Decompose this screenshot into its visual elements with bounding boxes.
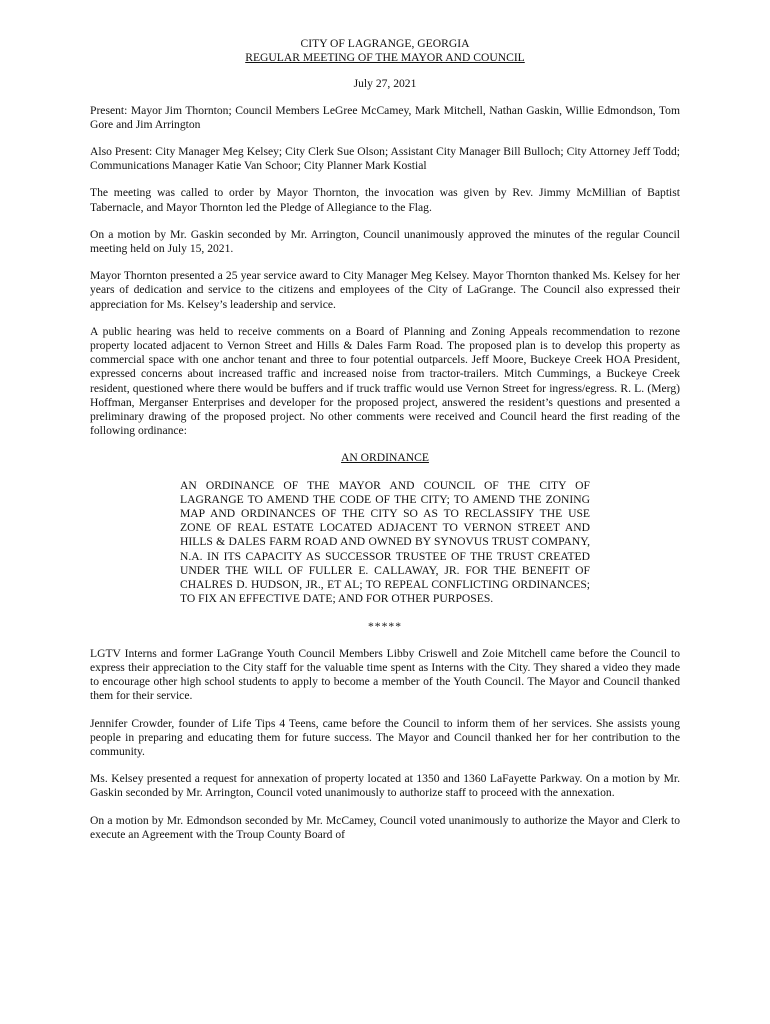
ordinance-heading: AN ORDINANCE — [341, 451, 429, 465]
present-paragraph: Present: Mayor Jim Thornton; Council Members LeGree McCamey, Mark Mitchell, Nathan Gaskin, Willie Edmondson, Tom Gore and Jim Arrington — [90, 103, 680, 131]
meeting-date: July 27, 2021 — [353, 77, 417, 91]
interns-paragraph: LGTV Interns and former LaGrange Youth Council Members Libby Criswell and Zoie Mitchell came before the Council to express their appreciation to the City staff for the valuable time spent as Interns with the City. They shared a video they made to encourage other high school students to apply to become a member of the Youth Council. The Mayor and Council thanked them for their service. — [90, 646, 680, 703]
section-separator: ***** — [368, 619, 402, 633]
service-award-paragraph: Mayor Thornton presented a 25 year service award to City Manager Meg Kelsey. Mayor Thornton thanked Ms. Kelsey for her years of dedication and service to the citizens and employees of the City of LaGrange. The Council also expressed their appreciation for Ms. Kelsey’s leadership and service. — [90, 269, 680, 311]
also-present-paragraph: Also Present: City Manager Meg Kelsey; City Clerk Sue Olson; Assistant City Manager Bill Bulloch; City Attorney Jeff Todd; Communications Manager Katie Van Schoor; City Planner Mark Kostial — [90, 145, 680, 173]
ordinance-body: AN ORDINANCE OF THE MAYOR AND COUNCIL OF THE CITY OF LAGRANGE TO AMEND THE CODE OF THE CITY; TO AMEND THE ZONING MAP AND ORDINANCES OF THE CITY SO AS TO RECLASSIFY THE USE ZONE OF REAL ESTATE LOCATED ADJACENT TO VERNON STREET AND HILLS & DALES FARM ROAD AND OWNED BY SYNOVUS TRUST COMPANY, N.A. IN ITS CAPACITY AS SUCCESSOR TRUSTEE OF THE TRUST CREATED UNDER THE WILL OF FULLER E. CALLAWAY, JR. FOR THE BENEFIT OF CHALRES D. HUDSON, JR., ET AL; TO REPEAL CONFLICTING ORDINANCES; TO FIX AN EFFECTIVE DATE; AND FOR OTHER PURPOSES. — [180, 478, 590, 606]
minutes-paragraph: On a motion by Mr. Gaskin seconded by Mr. Arrington, Council unanimously approved the minutes of the regular Council meeting held on July 15, 2021. — [90, 227, 680, 256]
meeting-title: REGULAR MEETING OF THE MAYOR AND COUNCIL — [245, 51, 525, 65]
public-hearing-paragraph: A public hearing was held to receive comments on a Board of Planning and Zoning Appeals recommendation to rezone property located adjacent to Vernon Street and Hills & Dales Farm Road. The proposed plan is to develop this property as commercial space with one anchor tenant and three to four potential outparcels. Jeff Moore, Buckeye Creek HOA President, expressed concerns about increased traffic and increased noise from tractor-trailers. Mitch Cummings, a Buckeye Creek resident, questioned where there would be buffers and if truck traffic would use Vernon Street for ingress/egress. R. L. (Merg) Hoffman, Merganser Enterprises and developer for the proposed project, answered the resident’s questions and presented a preliminary drawing of the proposed project. No other comments were received and Council heard the first reading of the following ordinance: — [90, 324, 680, 438]
call-to-order-paragraph: The meeting was called to order by Mayor Thornton, the invocation was given by Rev. Jimmy McMillian of Baptist Tabernacle, and Mayor Thornton led the Pledge of Allegiance to the Flag. — [90, 186, 680, 214]
agreement-paragraph: On a motion by Mr. Edmondson seconded by Mr. McCamey, Council voted unanimously to authorize the Mayor and Clerk to execute an Agreement with the Troup County Board of — [90, 813, 680, 841]
annexation-paragraph: Ms. Kelsey presented a request for annexation of property located at 1350 and 1360 LaFayette Parkway. On a motion by Mr. Gaskin seconded by Mr. Arrington, Council voted unanimously to authorize staff to proceed with the annexation. — [90, 772, 680, 800]
city-title: CITY OF LAGRANGE, GEORGIA — [300, 37, 470, 50]
crowder-paragraph: Jennifer Crowder, founder of Life Tips 4 Teens, came before the Council to inform them of her services. She assists young people in preparing and educating them for future success. The Mayor and Council thanked her for her contribution to the community. — [90, 716, 680, 758]
